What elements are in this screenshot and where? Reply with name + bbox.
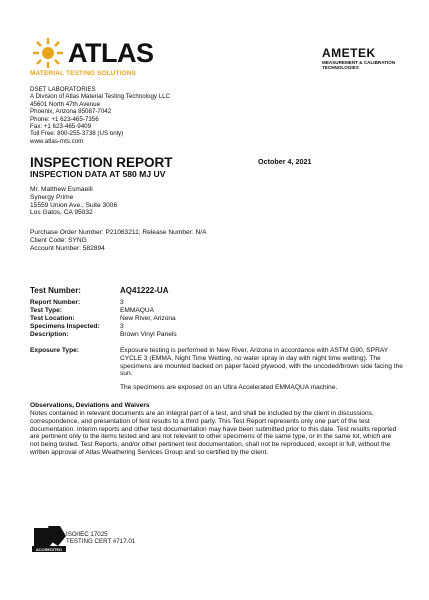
- test-number-label: Test Number:: [30, 286, 81, 295]
- observations-text: Notes contained in relevant documents are an integral part of a test, and shall be included by the client in discussions, correspondence, and presentation of test results to a third party. This Test Report represents only one part of the test documentation. Interim reports and other test documentation may have been submitted prior to this date. Test results reported are pertinent only to the items tested and are not relevant to other specimens of the same type, or in the same lot, which are not being tested. Test Reports, and/or other pertinent test documentation, shall not be reproduced, except in full, without the written approval of Atlas Weathering Services Group and so certified by the client.: [30, 410, 397, 456]
- exposure-type-label: Exposure Type:: [30, 347, 79, 354]
- report-subtitle: INSPECTION DATA AT 580 MJ UV: [30, 169, 166, 179]
- order-info: [30, 229, 330, 252]
- atlas-wordmark: ATLAS: [68, 38, 154, 68]
- report-title: INSPECTION REPORT: [30, 155, 173, 170]
- atlas-sun-icon: [30, 36, 66, 68]
- report-number-value: 3: [120, 299, 124, 306]
- observations-heading: Observations, Deviations and Waivers: [30, 402, 150, 409]
- lab-address-line: 45601 North 47th Avenue: [30, 100, 101, 108]
- account-number: Account Number: 582894: [30, 244, 105, 252]
- lab-address-line: A Division of Atlas Material Testing Technology LLC: [30, 93, 171, 101]
- description-value: Brown Vinyl Panels: [120, 331, 177, 338]
- testing-cert-number: TESTING CERT #717.01: [66, 538, 136, 546]
- svg-text:ACCREDITED: ACCREDITED: [35, 547, 63, 552]
- test-type-value: EMMAQUA: [120, 307, 155, 314]
- atlas-tagline: MATERIAL TESTING SOLUTIONS: [30, 70, 137, 77]
- lab-address-line: Phoenix, Arizona 85087-7042: [30, 108, 112, 116]
- exposure-description: Exposure testing is performed in New River, Arizona in accordance with ASTM G90, SPRAY CYCLE 3 (EMMA, Night Time Wetting, no water spray in day with night time wetting). The specimens are mounted backed on paper faced plywood, with the uncoded/brown side facing the sun.: [120, 347, 403, 378]
- exposure-machine-note: The specimens are exposed on an Ultra Accelerated EMMAQUA machine.: [120, 384, 338, 391]
- ametek-wordmark: AMETEK: [322, 46, 376, 60]
- specimens-inspected-value: 3: [120, 323, 124, 330]
- lab-address: [30, 86, 280, 145]
- test-location-label: Test Location:: [30, 315, 75, 322]
- report-date: October 4, 2021: [258, 157, 312, 166]
- test-type-label: Test Type:: [30, 307, 62, 314]
- specimens-inspected-label: Specimens Inspected:: [30, 323, 100, 330]
- atlas-logo: [30, 36, 66, 68]
- ametek-tagline: MEASUREMENT & CALIBRATION TECHNOLOGIES: [322, 60, 396, 71]
- report-number-label: Report Number:: [30, 299, 81, 306]
- lab-website-link[interactable]: www.atlas-mts.com: [30, 137, 84, 145]
- test-number-value: AQ41222-UA: [120, 286, 169, 295]
- recipient-address: Mr. Matthew Esmaeili Synergy Prime 15559 Union Ave., Suite 3006 Los Gatos, CA 95032: [30, 186, 118, 217]
- test-location-value: New River, Arizona: [120, 315, 176, 322]
- client-code: Client Code: SYNG: [30, 236, 87, 244]
- purchase-order: Purchase Order Number: P21063211; Release Number: N/A: [30, 229, 207, 236]
- accreditation-text: [66, 531, 186, 546]
- lab-tollfree: Toll Free: 800-255-3738 (US only): [30, 130, 124, 138]
- iso-standard: ISO/IEC 17025: [66, 531, 108, 538]
- description-label: Description:: [30, 331, 69, 338]
- lab-fax: Fax: +1 623-465-9409: [30, 123, 92, 131]
- lab-phone: Phone: +1 623-465-7356: [30, 115, 99, 123]
- lab-address-line: DSET LABORATORIES: [30, 86, 96, 93]
